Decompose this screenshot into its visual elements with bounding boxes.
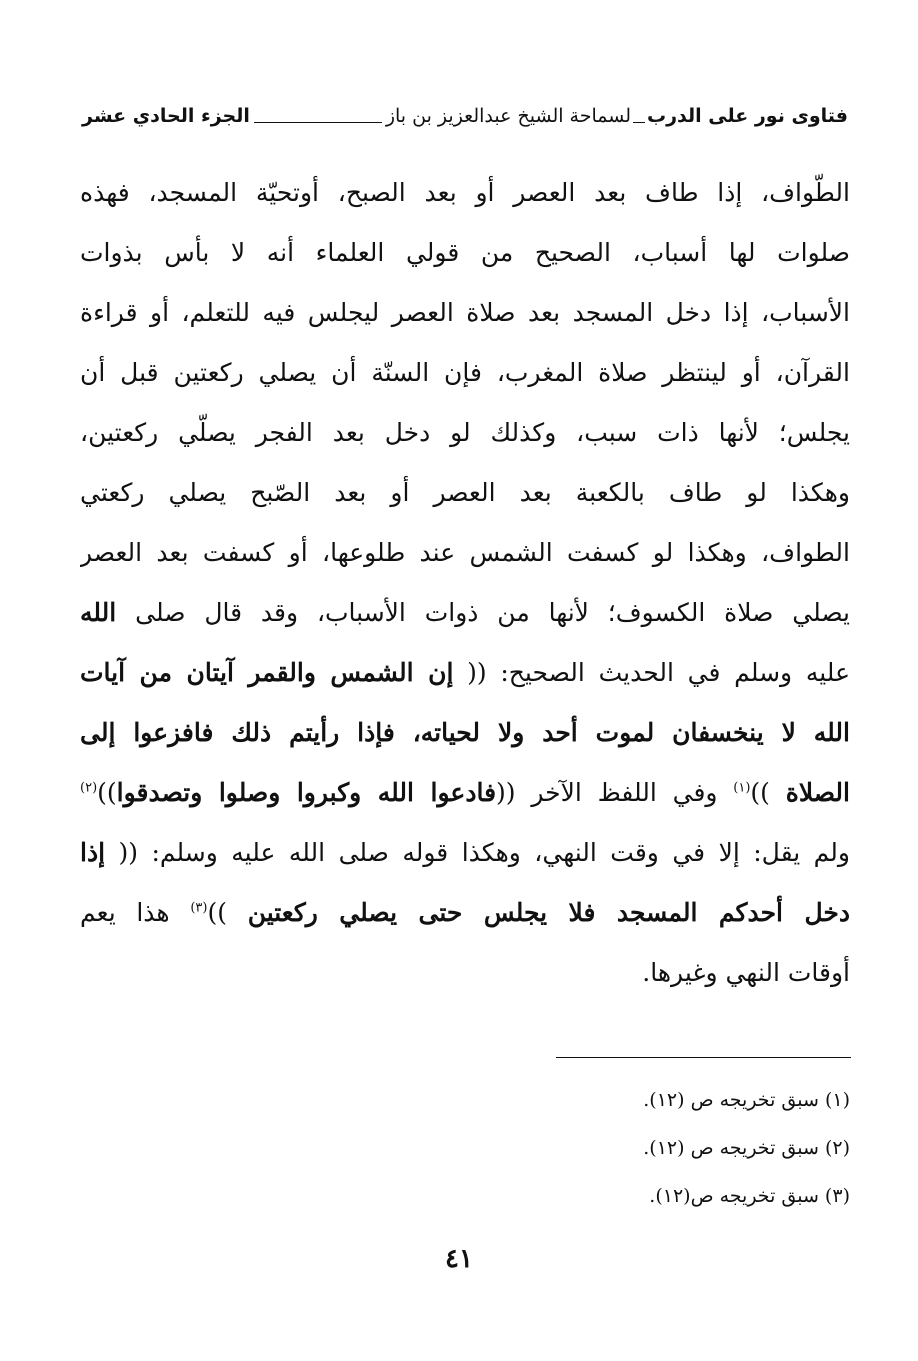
- footnote-ref: (١): [733, 780, 751, 796]
- body-line: [80, 283, 850, 343]
- header-separator-short: [633, 122, 645, 123]
- text-run: صلوات لها أسباب، الصحيح من قولي العلماء أنه لا بأس بذوات: [80, 238, 850, 267]
- text-run: يصلي صلاة الكسوف؛ لأنها من ذوات الأسباب، وقد قال صلى: [116, 598, 850, 627]
- body-line: [80, 463, 850, 523]
- body-line: [80, 763, 850, 823]
- volume-label: الجزء الحادي عشر: [82, 105, 250, 127]
- text-run: القرآن، أو لينتظر صلاة المغرب، فإن السنّة أن يصلي ركعتين قبل أن: [80, 358, 850, 387]
- body-line: [80, 163, 850, 223]
- header-separator-long: [254, 122, 382, 123]
- footnote-ref: (٢): [80, 780, 98, 796]
- text-run: الطّواف، إذا طاف بعد العصر أو بعد الصبح، أوتحيّة المسجد، فهذه: [80, 178, 850, 207]
- text-run: الأسباب، إذا دخل المسجد بعد صلاة العصر ليجلس فيه للتعلم، أو قراءة: [80, 298, 850, 327]
- text-run: )): [750, 778, 786, 807]
- body-line: [80, 523, 850, 583]
- text-run: وفي اللفظ الآخر ((: [496, 778, 734, 807]
- body-line: [80, 883, 850, 943]
- hadith-text: الله: [80, 598, 117, 627]
- hadith-text: فادعوا الله وكبروا وصلوا وتصدقوا: [116, 778, 497, 807]
- author-line: لسماحة الشيخ عبدالعزيز بن باز: [385, 105, 631, 127]
- body-line: [80, 583, 850, 643]
- body-line: [80, 703, 850, 763]
- running-header: [82, 96, 848, 136]
- page-number: ٤١: [445, 1244, 473, 1274]
- footnote-ref: (٣): [190, 900, 208, 916]
- text-run: ولم يقل: إلا في وقت النهي، وهكذا قوله صلى الله عليه وسلم: ((: [105, 838, 850, 867]
- body-line: [80, 343, 850, 403]
- book-title: فتاوى نور على الدرب: [647, 105, 848, 127]
- hadith-text: إذا: [80, 838, 106, 867]
- text-run: )): [207, 898, 248, 927]
- text-run: أوقات النهي وغيرها.: [642, 958, 850, 987]
- footnote-2: (٢) سبق تخريجه ص (١٢).: [643, 1137, 850, 1159]
- hadith-text: الله لا ينخسفان لموت أحد ولا لحياته، فإذا رأيتم ذلك فافزعوا إلى: [80, 718, 850, 747]
- body-line: [80, 823, 850, 883]
- body-line: [80, 943, 850, 1003]
- text-run: يجلس؛ لأنها ذات سبب، وكذلك لو دخل بعد الفجر يصلّي ركعتين،: [80, 418, 850, 447]
- text-run: )): [97, 778, 117, 807]
- hadith-text: إن الشمس والقمر آيتان من آيات: [80, 658, 454, 687]
- text-run: هذا يعم: [80, 898, 191, 927]
- footnote-3: (٣) سبق تخريجه ص(١٢).: [649, 1185, 850, 1207]
- body-line: [80, 643, 850, 703]
- body-line: [80, 403, 850, 463]
- footnote-divider: [556, 1057, 851, 1058]
- footnote-1: (١) سبق تخريجه ص (١٢).: [643, 1089, 850, 1111]
- body-line: [80, 223, 850, 283]
- hadith-text: الصلاة: [785, 778, 850, 807]
- text-run: عليه وسلم في الحديث الصحيح: ((: [453, 658, 850, 687]
- body-text: [80, 163, 850, 1003]
- text-run: وهكذا لو طاف بالكعبة بعد العصر أو بعد الصّبح يصلي ركعتي: [80, 478, 850, 507]
- hadith-text: دخل أحدكم المسجد فلا يجلس حتى يصلي ركعتين: [247, 898, 850, 927]
- text-run: الطواف، وهكذا لو كسفت الشمس عند طلوعها، أو كسفت بعد العصر: [80, 538, 850, 567]
- footnotes: [420, 1076, 850, 1220]
